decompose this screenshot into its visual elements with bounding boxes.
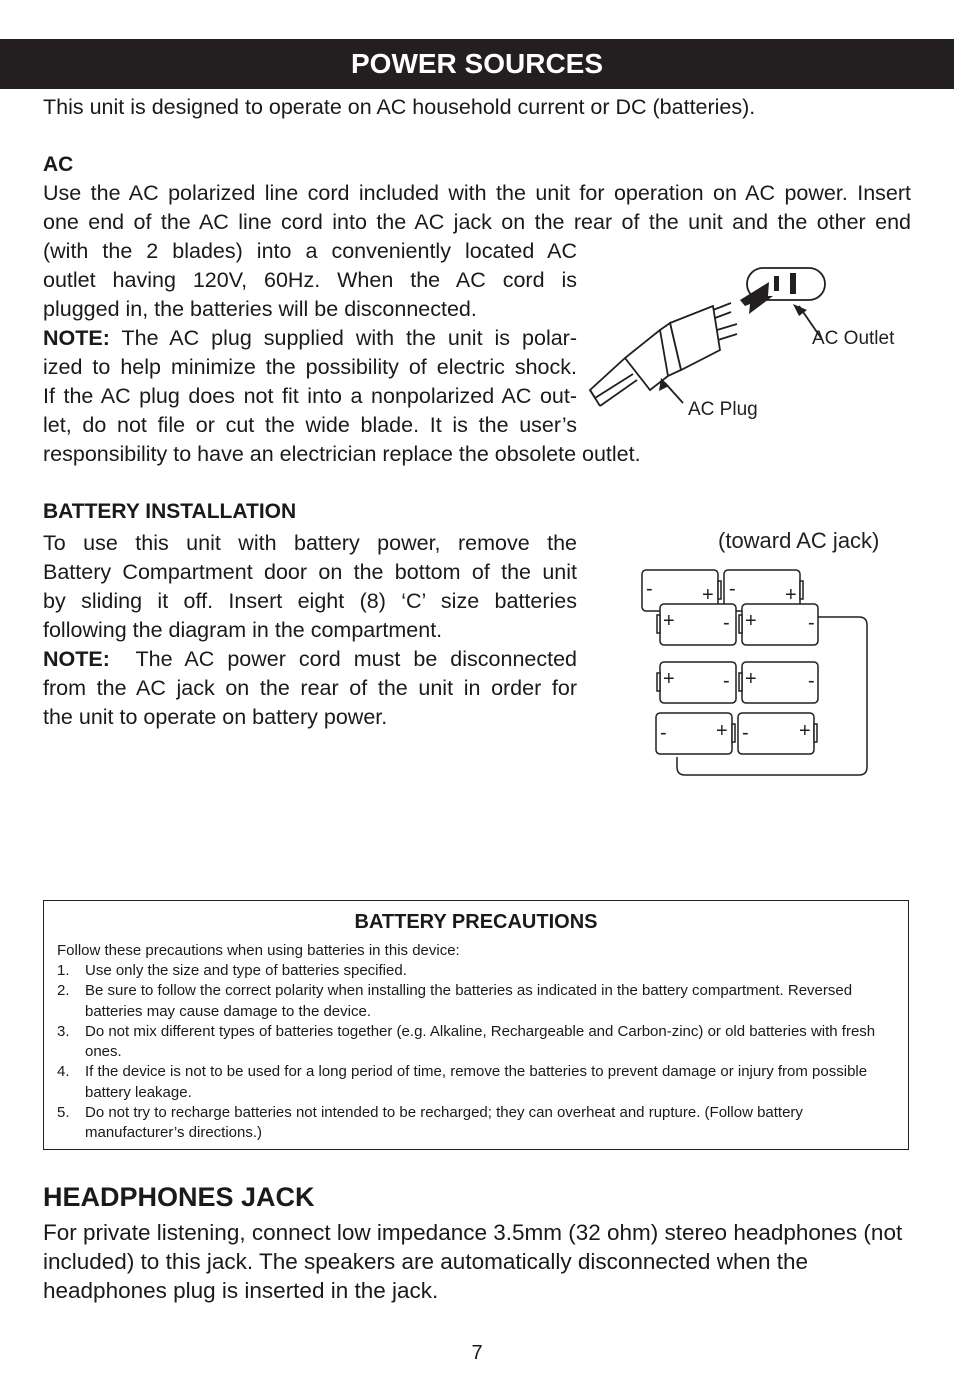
plus-sign: + bbox=[745, 610, 757, 632]
minus-sign: - bbox=[660, 722, 667, 744]
list-item: 5. Do not try to recharge batteries not intended to be recharged; they can overheat and rupture. (Follow battery manufacturer’s directions.) bbox=[57, 1104, 803, 1142]
plus-sign: + bbox=[799, 720, 811, 742]
ac-col-line-3: plugged in, the batteries will be disconnected. bbox=[43, 297, 477, 321]
minus-sign: - bbox=[808, 670, 815, 692]
battery-line-2: Battery Compartment door on the bottom of the unit bbox=[43, 560, 577, 584]
precautions-list bbox=[57, 961, 897, 1144]
ac-plug-label: AC Plug bbox=[688, 399, 758, 420]
minus-sign: - bbox=[723, 612, 730, 634]
list-item: 3. Do not mix different types of batteries together (e.g. Alkaline, Rechargeable and Carbon-zinc) or old batteries with fresh ones. bbox=[57, 1022, 876, 1061]
minus-sign: - bbox=[723, 670, 730, 692]
list-item: 1. Use only the size and type of batteries specified. bbox=[57, 962, 407, 979]
battery-diagram-label: (toward AC jack) bbox=[718, 528, 880, 553]
ac-note-line-2: ized to help minimize the possibility of electric shock. bbox=[43, 355, 577, 379]
precautions-intro: Follow these precautions when using batteries in this device: bbox=[57, 942, 460, 959]
minus-sign: - bbox=[646, 578, 653, 600]
plus-sign: + bbox=[716, 720, 728, 742]
list-item: 2. Be sure to follow the correct polarity when installing the batteries as indicated in the battery compartment. Reversed batteries may cause damage to the device. bbox=[57, 982, 853, 1020]
page-title: POWER SOURCES bbox=[0, 39, 954, 89]
intro-text: This unit is designed to operate on AC household current or DC (batteries). bbox=[43, 95, 756, 119]
page-number: 7 bbox=[471, 1342, 483, 1364]
battery-line-1: To use this unit with battery power, remove the bbox=[43, 531, 577, 555]
headphones-title: HEADPHONES JACK bbox=[43, 1182, 315, 1212]
battery-line-3: by sliding it off. Insert eight (8) ‘C’ size batteries bbox=[43, 589, 577, 613]
battery-note-line-1: NOTE: The AC power cord must be disconnected bbox=[43, 647, 577, 671]
ac-note-line-1: NOTE: The AC plug supplied with the unit is polar- bbox=[43, 326, 577, 350]
battery-precautions-box bbox=[43, 900, 909, 1150]
battery-text-column bbox=[43, 529, 577, 732]
plus-sign: + bbox=[745, 668, 757, 690]
battery-diagram bbox=[634, 565, 874, 785]
minus-sign: - bbox=[742, 722, 749, 744]
ac-note-label: NOTE: bbox=[43, 326, 110, 350]
ac-heading: AC bbox=[43, 153, 74, 176]
headphones-text: For private listening, connect low impedance 3.5mm (32 ohm) stereo headphones (not included) to this jack. The speakers are automatically disconnected when the headphones plug is inserted in the jack. bbox=[43, 1220, 903, 1303]
ac-plug-icon bbox=[590, 303, 737, 406]
plus-sign: + bbox=[702, 584, 714, 606]
plus-sign: + bbox=[663, 610, 675, 632]
battery-note-line-3: the unit to operate on battery power. bbox=[43, 705, 388, 729]
ac-note-line-3: If the AC plug does not fit into a nonpolarized AC out- bbox=[43, 384, 577, 408]
precautions-title: BATTERY PRECAUTIONS bbox=[354, 911, 598, 933]
minus-sign: - bbox=[729, 578, 736, 600]
ac-col-line-1: (with the 2 blades) into a conveniently located AC bbox=[43, 239, 577, 263]
ac-text-column bbox=[43, 237, 577, 440]
battery-note-label: NOTE: bbox=[43, 647, 110, 671]
plus-sign: + bbox=[785, 584, 797, 606]
battery-note-line-2: from the AC jack on the rear of the unit in order for bbox=[43, 676, 577, 700]
ac-last-line: responsibility to have an electrician replace the obsolete outlet. bbox=[43, 442, 641, 466]
battery-heading: BATTERY INSTALLATION bbox=[43, 500, 297, 523]
minus-sign: - bbox=[808, 612, 815, 634]
plus-sign: + bbox=[663, 668, 675, 690]
battery-line-4: following the diagram in the compartment. bbox=[43, 618, 443, 642]
ac-outlet-label: AC Outlet bbox=[812, 328, 895, 349]
ac-text-line-2: one end of the AC line cord into the AC jack on the rear of the unit and the other end bbox=[43, 210, 911, 234]
list-item: 4. If the device is not to be used for a long period of time, remove the batteries to prevent damage or injury from possible battery leakage. bbox=[57, 1063, 868, 1101]
ac-note-line-4: let, do not file or cut the wide blade. It is the user’s bbox=[43, 413, 577, 437]
ac-col-line-2: outlet having 120V, 60Hz. When the AC cord is bbox=[43, 268, 577, 292]
ac-text-line-1: Use the AC polarized line cord included with the unit for operation on AC power. Insert bbox=[43, 181, 911, 205]
